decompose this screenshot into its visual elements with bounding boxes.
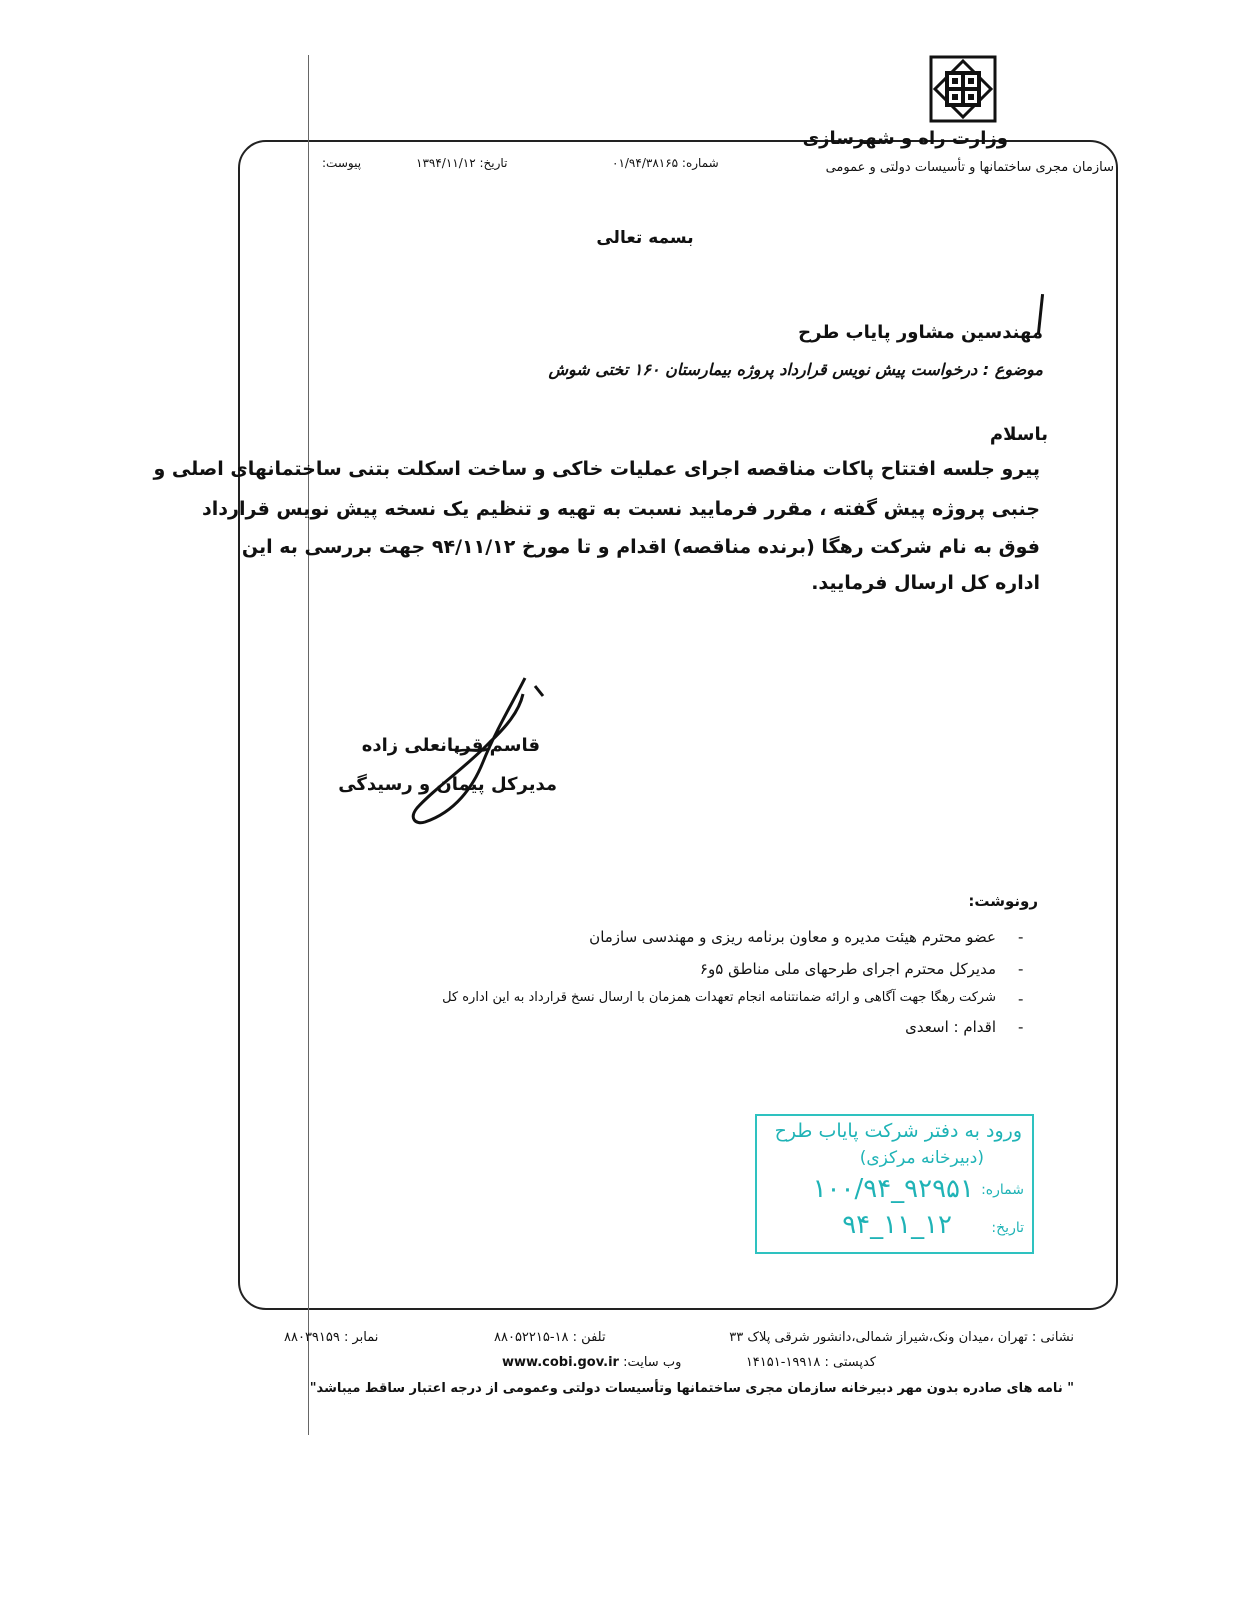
stamp-number-value: ۱۰۰/۹۴_۹۲۹۵۱ <box>812 1174 974 1204</box>
footer-website <box>502 1355 681 1370</box>
scan-margin-line <box>308 55 309 1435</box>
letter-date-label: تاریخ: <box>479 156 508 170</box>
body-line: اداره کل ارسال فرمایید. <box>811 572 1040 594</box>
body-line: پیرو جلسه افتتاح پاکات مناقصه اجرای عملیات خاکی و ساخت اسکلت بتنی ساختمانهای اصلی و <box>153 458 1040 480</box>
signer-title: مدیرکل پیمان و رسیدگی <box>338 774 557 795</box>
letter-date-value: ۱۳۹۴/۱۱/۱۲ <box>416 156 476 170</box>
cc-bullet: - <box>1018 990 1024 1008</box>
cc-bullet: - <box>1018 960 1024 978</box>
letter-number <box>612 156 719 170</box>
subject-line: موضوع : درخواست پیش نویس قرارداد پروژه بیمارستان ۱۶۰ تختی شوش <box>548 360 1043 379</box>
footer-website-label: وب سایت: <box>623 1355 682 1370</box>
recipient: مهندسین مشاور پایاب طرح <box>798 322 1043 343</box>
footer-fax: نمابر : ۸۸۰۳۹۱۵۹ <box>284 1330 379 1345</box>
invocation: بسمه تعالی <box>596 228 694 248</box>
cc-heading: رونوشت: <box>968 892 1038 910</box>
ministry-logo-icon <box>929 55 997 123</box>
stamp-date-label: تاریخ: <box>991 1220 1024 1236</box>
letter-number-label: شماره: <box>681 156 719 170</box>
cc-item: مدیرکل محترم اجرای طرحهای ملی مناطق ۵و۶ <box>699 960 996 978</box>
footer-postal-code: کدپستی : ۱۹۹۱۸-۱۴۱۵۱ <box>745 1355 876 1370</box>
footer-address: نشانی : تهران ،میدان ونک،شیراز شمالی،دانشور شرقی پلاک ۳۳ <box>729 1330 1074 1345</box>
body-line: جنبی پروژه پیش گفته ، مقرر فرمایید نسبت به تهیه و تنظیم یک نسخه پیش نویس قرارداد <box>202 498 1040 520</box>
footer-phone: تلفن : ۱۸-۸۸۰۵۲۲۱۵ <box>494 1330 606 1345</box>
cc-bullet: - <box>1018 928 1024 946</box>
stamp-subtitle: (دبیرخانه مرکزی) <box>859 1148 984 1168</box>
stamp-title: ورود به دفتر شرکت پایاب طرح <box>774 1120 1022 1142</box>
footer-notice: " نامه های صادره بدون مهر دبیرخانه سازمان مجری ساختمانها وتأسیسات دولتی وعمومی از درجه اعتبار ساقط میباشد" <box>309 1381 1074 1396</box>
cc-item: اقدام : اسعدی <box>905 1018 996 1036</box>
cc-item: شرکت رهگا جهت آگاهی و ارائه ضمانتنامه انجام تعهدات همزمان با ارسال نسخ قرارداد به این اداره کل <box>442 990 996 1005</box>
cc-item: عضو محترم هیئت مدیره و معاون برنامه ریزی و مهندسی سازمان <box>589 928 996 946</box>
letter-number-value: ۰۱/۹۴/۳۸۱۶۵ <box>612 156 679 170</box>
stamp-date-value: ۹۴_۱۱_۱۲ <box>842 1210 952 1240</box>
footer-website-link[interactable]: www.cobi.gov.ir <box>502 1355 619 1370</box>
greeting: باسلام <box>989 424 1048 445</box>
letter-date <box>416 156 507 170</box>
received-stamp <box>755 1114 1034 1254</box>
attachment-label: پیوست: <box>322 156 362 170</box>
ministry-name: وزارت راه و شهرسازی <box>802 128 1008 149</box>
cc-bullet: - <box>1018 1018 1024 1036</box>
signer-name: قاسم قربانعلی زاده <box>361 735 540 756</box>
organization-name: سازمان مجری ساختمانها و تأسیسات دولتی و عمومی <box>825 160 1114 175</box>
body-line: فوق به نام شرکت رهگا (برنده مناقصه) اقدام و تا مورخ ۹۴/۱۱/۱۲ جهت بررسی به این <box>241 536 1040 558</box>
stamp-number-label: شماره: <box>981 1182 1024 1198</box>
